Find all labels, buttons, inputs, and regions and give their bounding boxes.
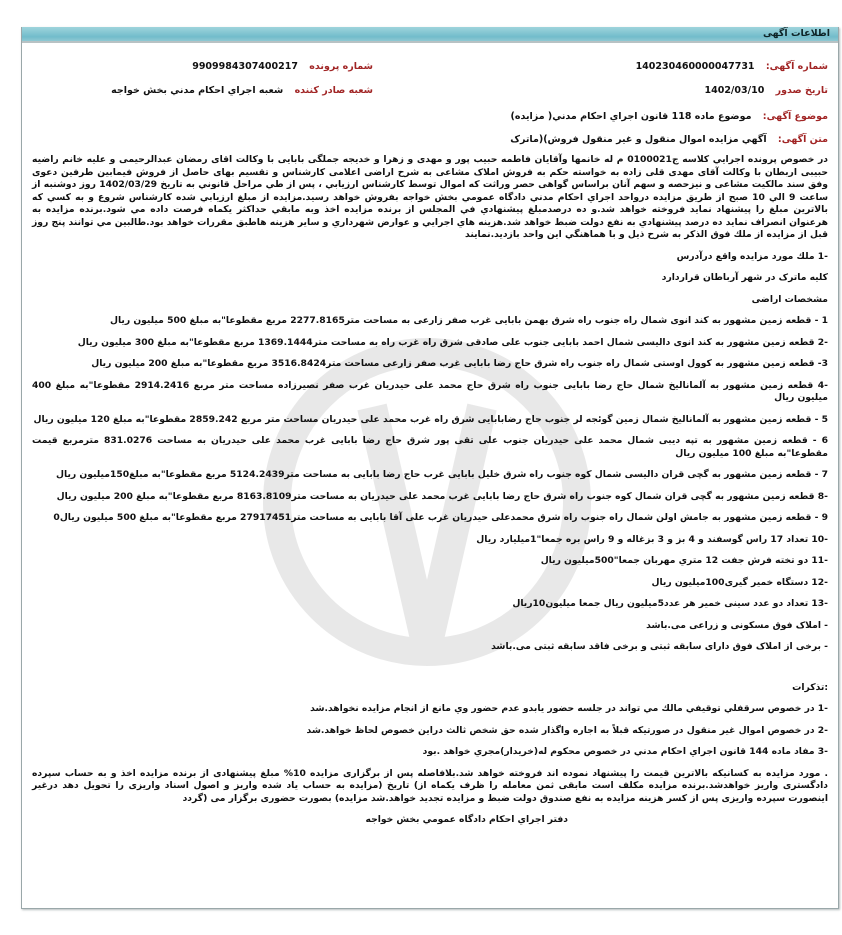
list-item: 1 - قطعه زمین مشهور به کند انوی شمال راه جنوب راه شرق بهمن بابایی غرب صفر زارعی به مساحت متر2277.8165 مربع مقطوعا"به مبلغ 500 میلیون ریال [109, 315, 828, 326]
closing-paragraph: . مورد مزایده به کسانیکه بالاترین قیمت را پیشنهاد نموده اند فروخته خواهد شد.بلافاصله پس از برگزاری مزایده 10% مبلغ پیشنهادی از برنده مزایده اخذ و به حساب سپرده دادگستری واریز خواهدشد.برنده مزایده مکلف است مابقی ثمن معامله را ظرف یکماه از) تاریخ (مزایده به حساب یاد شده واریز و اصول اسناد واریزی را تحویل دهد درغیر اینصورت سپرده واریزی پس از کسر هزینه مزایده به نفع صندوق دولت ضبط و مزایده تجدید خواهد.شد مزایده) بصورت حضوری برگزار می (گردد [32, 767, 828, 804]
list-item: 6 - قطعه زمین مشهور به تپه دیبی شمال محمد علی حیدریان جنوب علی تقی پور شرق حاج رضا بابایی غرب محمد علی حیدریان به مساحت 831.0276 مترمربع قیمت مقطوعا"به مبلغ 100 میلیون ریال [32, 435, 828, 459]
signature: دفتر اجراي احكام دادگاه عمومي بخش خواجه [365, 814, 568, 825]
subject-value: موضوع ماده 118 قانون اجراي احكام مدني( مزايده) [510, 111, 752, 122]
issue-date-label: تاریخ صدور [775, 85, 828, 96]
notes-heading: :تذکرات [792, 681, 828, 693]
subject-label: موضوع آگهی: [762, 111, 828, 122]
list-item: -12 دستگاه خمیر گیری100میلیون ریال [651, 576, 828, 588]
list-item: -11 دو تخته فرش جفت 12 متري مهربان جمعا"500میلیون ریال [540, 555, 828, 566]
ad-body [32, 154, 828, 836]
ad-number-label: شماره آگهی: [765, 61, 828, 72]
note-line: -3 مفاد ماده 144 قانون اجراي احكام مدني در خصوص محكوم له(خريدار)مجري خواهد .بود [422, 746, 828, 757]
issuing-branch-label: شعبه صادر کننده [294, 85, 373, 96]
panel-title: اطلاعات آگهی [22, 27, 838, 43]
list-item: -13 تعداد دو عدد سینی خمیر هر عدد5میلیون ریال جمعا میلیون10ریال [512, 598, 828, 609]
issue-date-value: 1402/03/10 [704, 85, 765, 96]
issue-date-field [704, 85, 828, 96]
list-item: -10 تعداد 17 راس گوسفند و 4 بز و 3 بزغاله و 9 راس بره جمعا"1میلیارد ریال [476, 533, 828, 545]
property-location-heading: -1 ملك مورد مزايده واقع درآدرس [676, 250, 828, 262]
text-title-label: متن آگهی: [777, 134, 828, 145]
intro-paragraph: در خصوص پرونده اجرايي كلاسه ج0100021 م له خانمها وآقايان فاطمه حبیب پور و مهدی و زهرا و خدیجه جملگی بابایی با وکالت اقای رمضان عبدالرحیمی و علیه خانم راضیه حبیبی اربطان با وکالت آقای مهدی قلی زاده به خواسته حکم به فروش املاک مشاعی به شرح اراضی اعلامی کارشناس و تقسیم بهای حاصل از فروش فیمابین طرفین دعوی وفق سند مالکیت مشاعی و نیزحصه و سهم آنان براساس گواهی حصر وراثت که اموال توسط كارشناس ارزيابي ، پس از طي مراحل قانوني به تاريخ 1402/03/29 روز دوشنبه از ساعت 9 الي 10 صبح از طريق مزايده درواحد اجراي احكام مدني دادگاه عمومي بخش خواجه بفروش خواهد رسيد.مزايده از مبلغ ارزيابي شده كارشناس شروع و به كسي كه بالاترين مبلغ را پيشنهاد نمايد فروخته خواهد شد.و ده درصدمبلغ پيشنهادي في المجلس از برنده مزايده اخذ وبه مابقي حداكثر يكماه فرصت داده مي شود.برنده مزايده به هرعنوان انصراف نمايد ده درصد پيشنهادي به نفع دولت ضبط خواهد شد.هزينه هاي اجرايي و عوارض شهرداري و ساير هزينه هاطبق مقررات خواهد بود.طالبين مي توانند پنج روز قبل از مزايده از ملك فوق الذكر به شرح ذيل و با هماهنگي اين واحد بازديد.نمايند [32, 154, 829, 240]
property-city-line: كليه ماترک در شهر آرباطان قراردارد [661, 272, 828, 283]
note-line: -2 در خصوص اموال غير منقول در صورتيكه قبلاً به اجاره واگذار شده حق شخص ثالث دراين خصوص لحاظ خواهد.شد [306, 724, 828, 736]
file-number-field [192, 61, 373, 72]
text-title-field [510, 134, 828, 145]
ad-number-field [636, 61, 828, 72]
issuing-branch-value: شعبه اجراي احكام مدني بخش خواجه [111, 85, 284, 96]
list-item: - برخی از املاک فوق دارای سابقه ثبتی و برخی فاقد سابقه ثبتی می.باشد [491, 641, 828, 652]
issuing-branch-field [111, 85, 373, 96]
ad-info-panel [21, 27, 839, 909]
text-title-value: آگهي مزايده اموال منقول و غير منقول فروش)(ماترک [510, 134, 767, 145]
list-item: 3- قطعه زمین مشهور به کوول اوستی شمال راه جنوب راه شرق حاج رضا بابایی غرب صفر زارعی مساحت متر3516.8424 مربع مقطوعا"به مبلغ 200 میلیون ریال [91, 358, 828, 369]
subject-field [511, 111, 828, 122]
list-item: - املاک فوق مسکونی و زراعی می.باشد [646, 619, 828, 631]
list-item: 9 - قطعه زمین مشهور به جامش اولن شمال راه جنوب راه شرق محمدعلی حیدریان غرب علی آقا بابایی به مساحت متر27917451 مربع مقطوعا"به مبلغ 500 میلیون ریال0 [53, 512, 828, 523]
list-item: 7 - قطعه زمین مشهور به گچی قران دالیسی شمال کوه جنوب راه شرق خلیل بابایی غرب حاج رضا بابایی به مساحت متر5124.2439 مربع مقطوعا"به مبلغ150میلیون ریال [56, 469, 828, 480]
file-number-label: شماره پرونده [309, 61, 373, 72]
note-line: -1 در خصوص سرقفلي توقيفي مالك مي تواند در جلسه حضور يابدو عدم حضور وي مانع از انجام مزايده نخواهد.شد [310, 703, 828, 714]
list-item: -8 قطعه زمین مشهور به گچی قران شمال کوه جنوب راه شرق حاج رضا بابایی غرب محمد علی حیدریان به مساحت متر8163.8109 مربع مقطوعا"به مبلغ 200 میلیون ریال [56, 490, 828, 502]
land-specs-heading: مشخصات اراضی [751, 293, 828, 305]
list-item: -2 قطعه زمین مشهور به کند انوی دالیسی شمال احمد بابایی جنوب علی صادقی شرق راه غرب راه به مساحت متر1369.1444 مربع مقطوعا"به مبلغ 300 میلیون ریال [77, 336, 828, 348]
list-item: 5 - قطعه زمین مشهور به آلمانالیخ شمال زمین گوئجه لر جنوب حاج رضابابایی شرق راه غرب محمد علی حیدریان مساحت متر مربع 2859.242 مقطوعا"به مبلغ 120 میلیون ریال [33, 413, 828, 425]
list-item: -4 قطعه زمین مشهور به آلمانالیخ شمال حاج رضا بابایی جنوب راه شرق حاج محمد علی حیدریان غرب صفر نصیرزاده مساحت متر مربع 2914.2416 مقطوعا"به مبلغ 400 میلیون ریال [32, 379, 828, 403]
ad-number-value: 140230460000047731 [635, 61, 755, 72]
file-number-value: 9909984307400217 [192, 61, 298, 72]
